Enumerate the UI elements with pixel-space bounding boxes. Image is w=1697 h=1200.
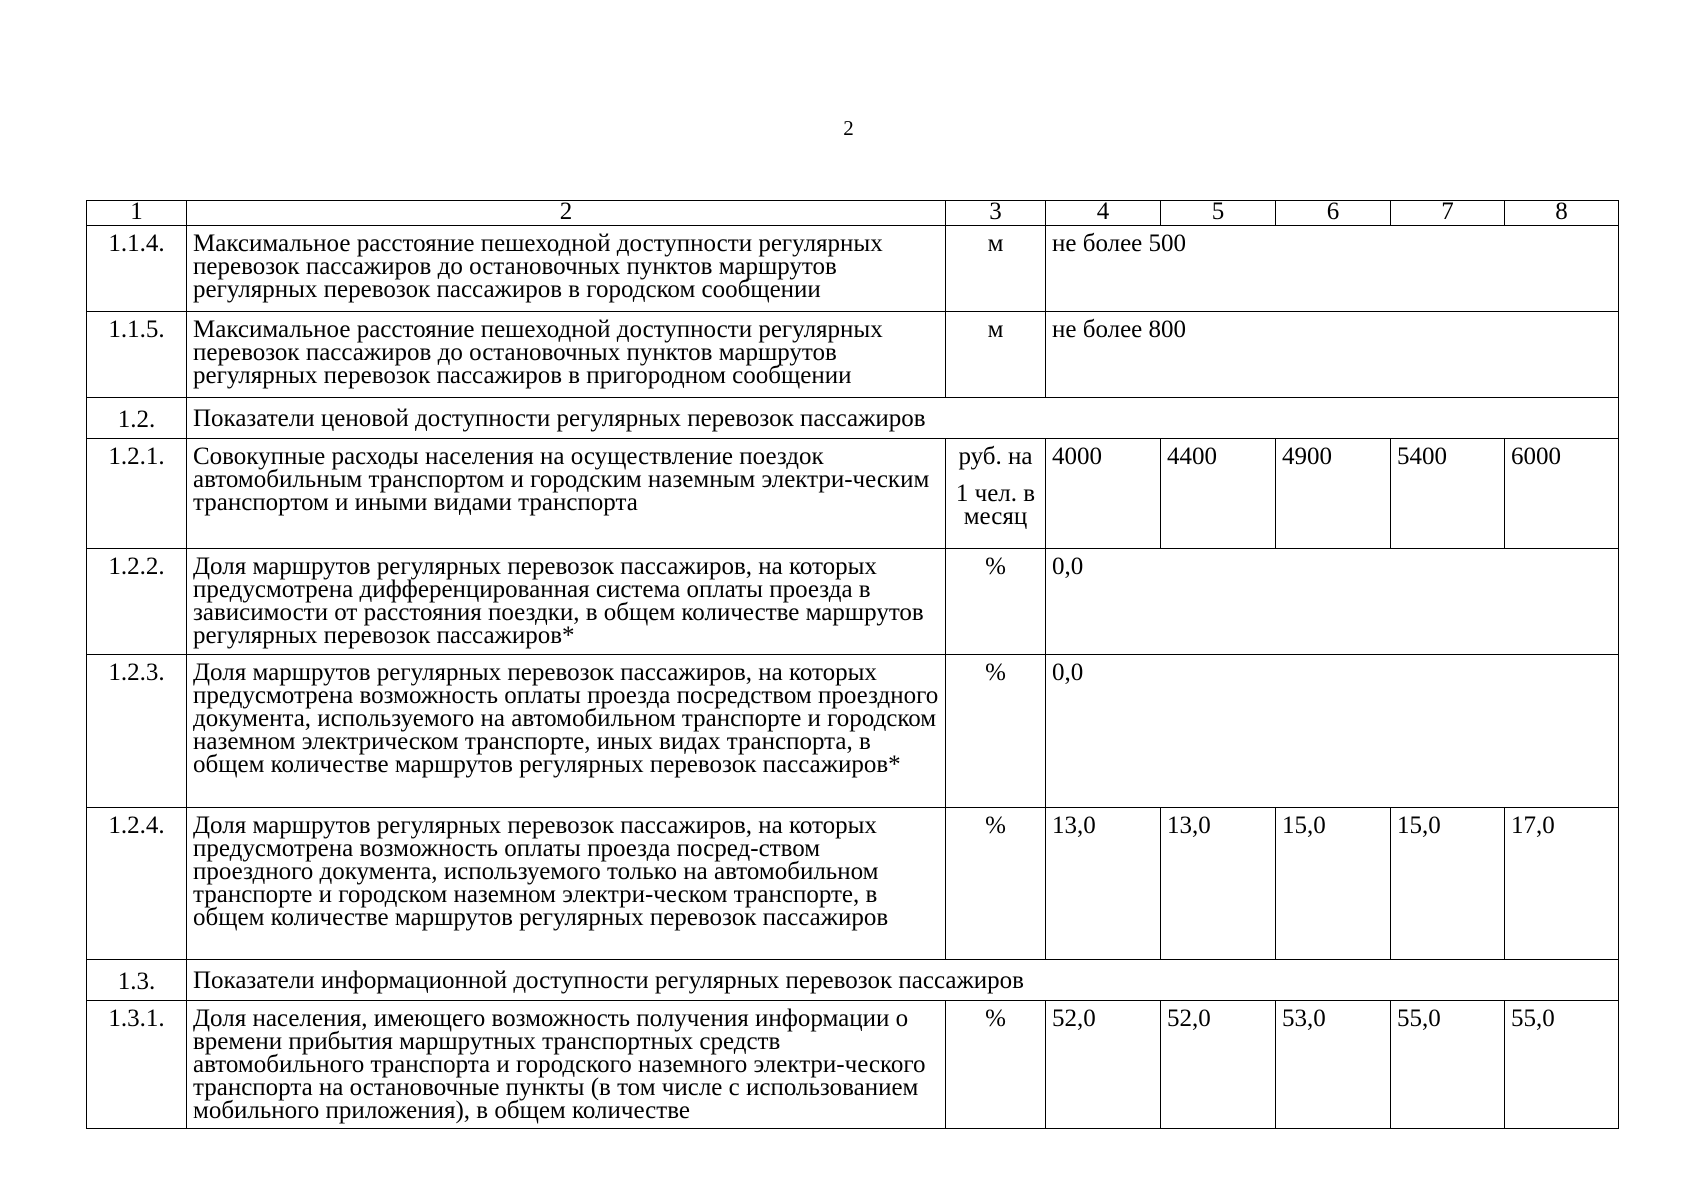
indicator-name: Доля маршрутов регулярных перевозок пассажиров, на которых предусмотрена возможность оплаты проезда посредством проездного документа, используемого на автомобильном транспорте и городском наземном электрическом транспорте, иных видах транспорта, в общем количестве маршрутов регулярных перевозок пассажиров* bbox=[187, 655, 946, 808]
value-cell: не более 500 bbox=[1046, 226, 1619, 312]
row-number: 1.2.3. bbox=[87, 655, 187, 808]
column-number: 3 bbox=[946, 201, 1046, 226]
value-cell: 4000 bbox=[1046, 439, 1161, 549]
row-number: 1.2.4. bbox=[87, 808, 187, 960]
table-row bbox=[87, 226, 1619, 312]
section-title: Показатели ценовой доступности регулярных перевозок пассажиров bbox=[187, 398, 1619, 439]
table-row bbox=[87, 1001, 1619, 1129]
value-cell: не более 800 bbox=[1046, 312, 1619, 398]
unit-cell: % bbox=[946, 549, 1046, 655]
value-cell: 17,0 bbox=[1505, 808, 1619, 960]
column-number: 5 bbox=[1161, 201, 1276, 226]
row-number: 1.3.1. bbox=[87, 1001, 187, 1129]
indicator-name: Доля маршрутов регулярных перевозок пассажиров, на которых предусмотрена дифференцированная система оплаты проезда в зависимости от расстояния поездки, в общем количестве маршрутов регулярных перевозок пассажиров* bbox=[187, 549, 946, 655]
column-number-row bbox=[87, 201, 1619, 226]
table-row bbox=[87, 549, 1619, 655]
indicator-name: Доля маршрутов регулярных перевозок пассажиров, на которых предусмотрена возможность оплаты проезда посред-ством проездного документа, используемого только на автомобильном транспорте и городском наземном электри-ческом транспорте, в общем количестве маршрутов регулярных перевозок пассажиров bbox=[187, 808, 946, 960]
indicator-name: Максимальное расстояние пешеходной доступности регулярных перевозок пассажиров до остановочных пунктов маршрутов регулярных перевозок пассажиров в пригородном сообщении bbox=[187, 312, 946, 398]
unit-line: руб. на bbox=[958, 443, 1033, 470]
value-cell: 4400 bbox=[1161, 439, 1276, 549]
value-cell: 6000 bbox=[1505, 439, 1619, 549]
value-cell: 5400 bbox=[1391, 439, 1505, 549]
value-cell: 15,0 bbox=[1276, 808, 1391, 960]
value-cell: 52,0 bbox=[1046, 1001, 1161, 1129]
value-cell: 55,0 bbox=[1391, 1001, 1505, 1129]
indicators-table bbox=[86, 200, 1619, 1129]
column-number: 2 bbox=[187, 201, 946, 226]
section-row bbox=[87, 398, 1619, 439]
value-cell: 55,0 bbox=[1505, 1001, 1619, 1129]
table-row bbox=[87, 312, 1619, 398]
column-number: 8 bbox=[1505, 201, 1619, 226]
unit-cell: м bbox=[946, 312, 1046, 398]
unit-cell: % bbox=[946, 1001, 1046, 1129]
unit-cell: % bbox=[946, 808, 1046, 960]
column-number: 4 bbox=[1046, 201, 1161, 226]
section-title: Показатели информационной доступности регулярных перевозок пассажиров bbox=[187, 960, 1619, 1001]
unit-cell bbox=[946, 439, 1046, 549]
section-row bbox=[87, 960, 1619, 1001]
value-cell: 52,0 bbox=[1161, 1001, 1276, 1129]
unit-cell: % bbox=[946, 655, 1046, 808]
row-number: 1.1.5. bbox=[87, 312, 187, 398]
row-number: 1.1.4. bbox=[87, 226, 187, 312]
value-cell: 13,0 bbox=[1161, 808, 1276, 960]
unit-line: 1 чел. в месяц bbox=[955, 480, 1036, 530]
indicator-name: Максимальное расстояние пешеходной доступности регулярных перевозок пассажиров до остановочных пунктов маршрутов регулярных перевозок пассажиров в городском сообщении bbox=[187, 226, 946, 312]
indicator-name: Совокупные расходы населения на осуществление поездок автомобильным транспортом и городским наземным электри-ческим транспортом и иными видами транспорта bbox=[187, 439, 946, 549]
table-row bbox=[87, 808, 1619, 960]
column-number: 1 bbox=[87, 201, 187, 226]
column-number: 6 bbox=[1276, 201, 1391, 226]
value-cell: 15,0 bbox=[1391, 808, 1505, 960]
indicator-name: Доля населения, имеющего возможность получения информации о времени прибытия маршрутных транспортных средств автомобильного транспорта и городского наземного электри-ческого транспорта на остановочные пункты (в том числе с использованием мобильного приложения), в общем количестве bbox=[187, 1001, 946, 1129]
row-number: 1.2.2. bbox=[87, 549, 187, 655]
unit-cell: м bbox=[946, 226, 1046, 312]
row-number: 1.3. bbox=[87, 960, 187, 1001]
table-row bbox=[87, 655, 1619, 808]
value-cell: 0,0 bbox=[1046, 655, 1619, 808]
table-row bbox=[87, 439, 1619, 549]
value-cell: 0,0 bbox=[1046, 549, 1619, 655]
column-number: 7 bbox=[1391, 201, 1505, 226]
value-cell: 53,0 bbox=[1276, 1001, 1391, 1129]
value-cell: 4900 bbox=[1276, 439, 1391, 549]
row-number: 1.2.1. bbox=[87, 439, 187, 549]
row-number: 1.2. bbox=[87, 398, 187, 439]
value-cell: 13,0 bbox=[1046, 808, 1161, 960]
page-number: 2 bbox=[843, 116, 854, 140]
